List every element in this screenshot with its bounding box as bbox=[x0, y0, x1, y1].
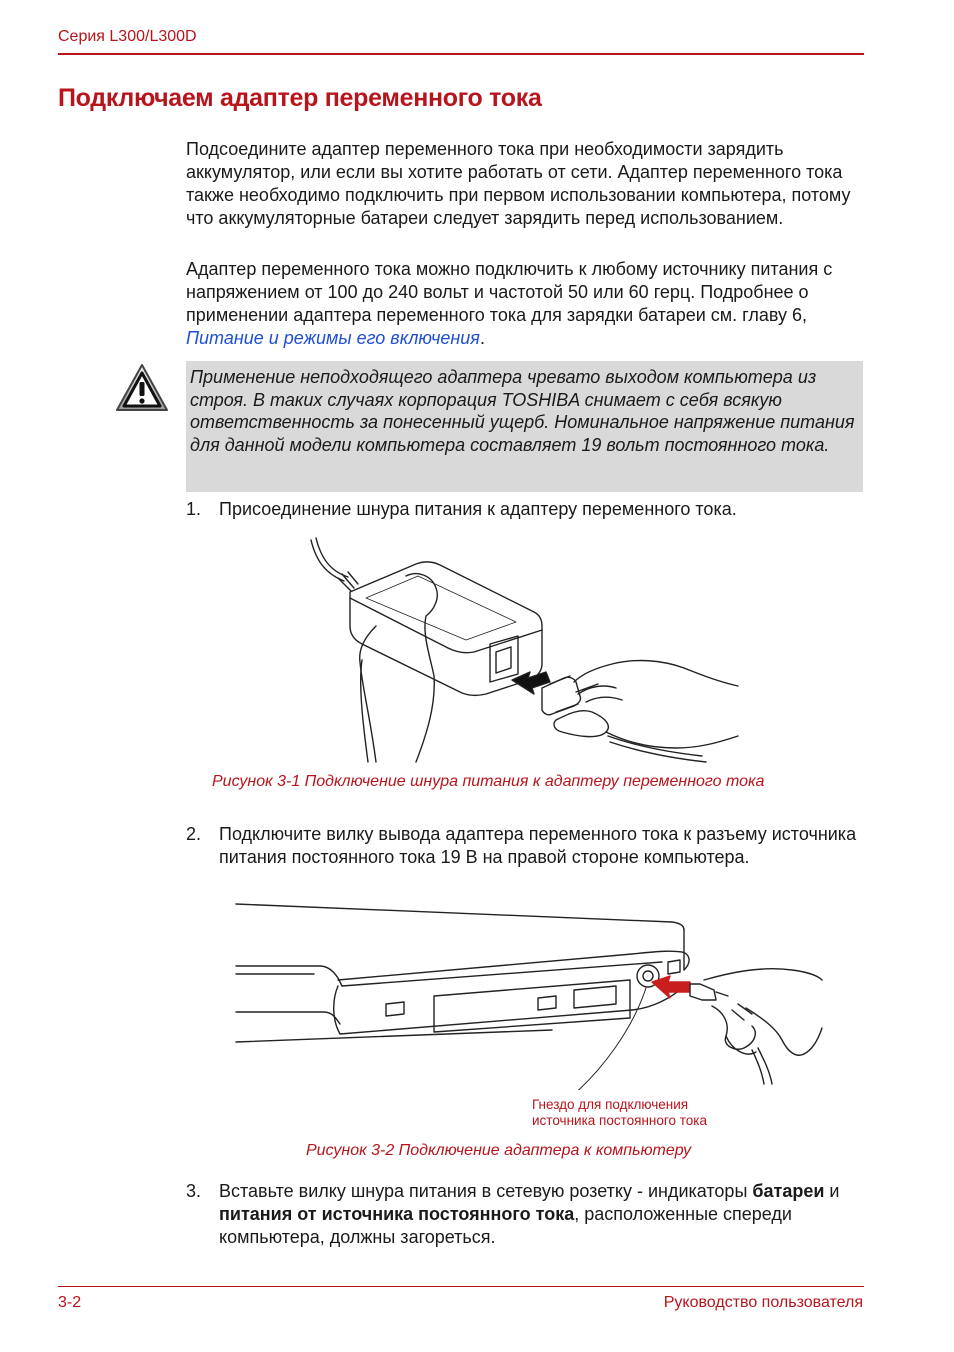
intro-paragraph-2 bbox=[186, 258, 866, 350]
footer-rule bbox=[58, 1286, 864, 1287]
section-title: Подключаем адаптер переменного тока bbox=[58, 84, 542, 112]
figure-2-caption: Рисунок 3-2 Подключение адаптера к компьютеру bbox=[306, 1142, 692, 1159]
page-number: 3-2 bbox=[58, 1294, 82, 1311]
step-3-text-mid: и bbox=[824, 1181, 840, 1201]
intro-paragraph-1: Подсоедините адаптер переменного тока при необходимости зарядить аккумулятор, или если вы хотите работать от сети. Адаптер переменного тока также необходимо подключить при первом использовании компьютера, потому что аккумуляторные батареи следует зарядить перед использованием. bbox=[186, 139, 851, 228]
callout-line-2: источника постоянного тока bbox=[532, 1113, 707, 1128]
header-rule bbox=[58, 53, 864, 55]
guide-name: Руководство пользователя bbox=[663, 1294, 863, 1311]
dc-in-indicator-term: питания от источника постоянного тока bbox=[219, 1204, 575, 1224]
callout-line-1: Гнездо для подключения bbox=[532, 1097, 689, 1112]
warning-triangle-icon bbox=[114, 362, 170, 414]
step-number: 2. bbox=[186, 824, 202, 844]
battery-indicator-term: батареи bbox=[752, 1181, 825, 1201]
step-text: Присоединение шнура питания к адаптеру переменного тока. bbox=[219, 499, 737, 519]
warning-text: Применение неподходящего адаптера чревато выходом компьютера из строя. В таких случаях корпорация TOSHIBA снимает с себя всякую ответственность за понесенный ущерб. Номинальное напряжение питания для данной модели компьютера составляет 19 вольт постоянного тока. bbox=[190, 367, 855, 455]
running-header: Серия L300/L300D bbox=[58, 28, 197, 45]
figure-1-caption: Рисунок 3-1 Подключение шнура питания к адаптеру переменного тока bbox=[212, 773, 765, 790]
intro-paragraph-2-text: Адаптер переменного тока можно подключить к любому источнику питания с напряжением от 100 до 240 вольт и частотой 50 или 60 герц. Подробнее о применении адаптера переменного тока для зарядки батареи см. главу 6, bbox=[186, 259, 833, 325]
step-3-text-start: Вставьте вилку шнура питания в сетевую розетку - индикаторы bbox=[219, 1181, 753, 1201]
step-text: Подключите вилку вывода адаптера переменного тока к разъему источника питания постоянного тока 19 В на правой стороне компьютера. bbox=[219, 824, 857, 867]
step-number: 3. bbox=[186, 1181, 202, 1201]
laptop-dc-in-illustration bbox=[232, 900, 824, 1090]
step-text bbox=[219, 1180, 859, 1249]
intro-paragraph-2-end: . bbox=[479, 328, 485, 348]
adapter-cord-illustration bbox=[306, 536, 742, 764]
step-3-text-end: , расположенные спереди компьютера, должны загореться. bbox=[219, 1204, 792, 1247]
chapter-link[interactable]: Питание и режимы его включения bbox=[186, 328, 480, 348]
step-number: 1. bbox=[186, 499, 202, 519]
dc-in-callout bbox=[532, 1097, 707, 1129]
